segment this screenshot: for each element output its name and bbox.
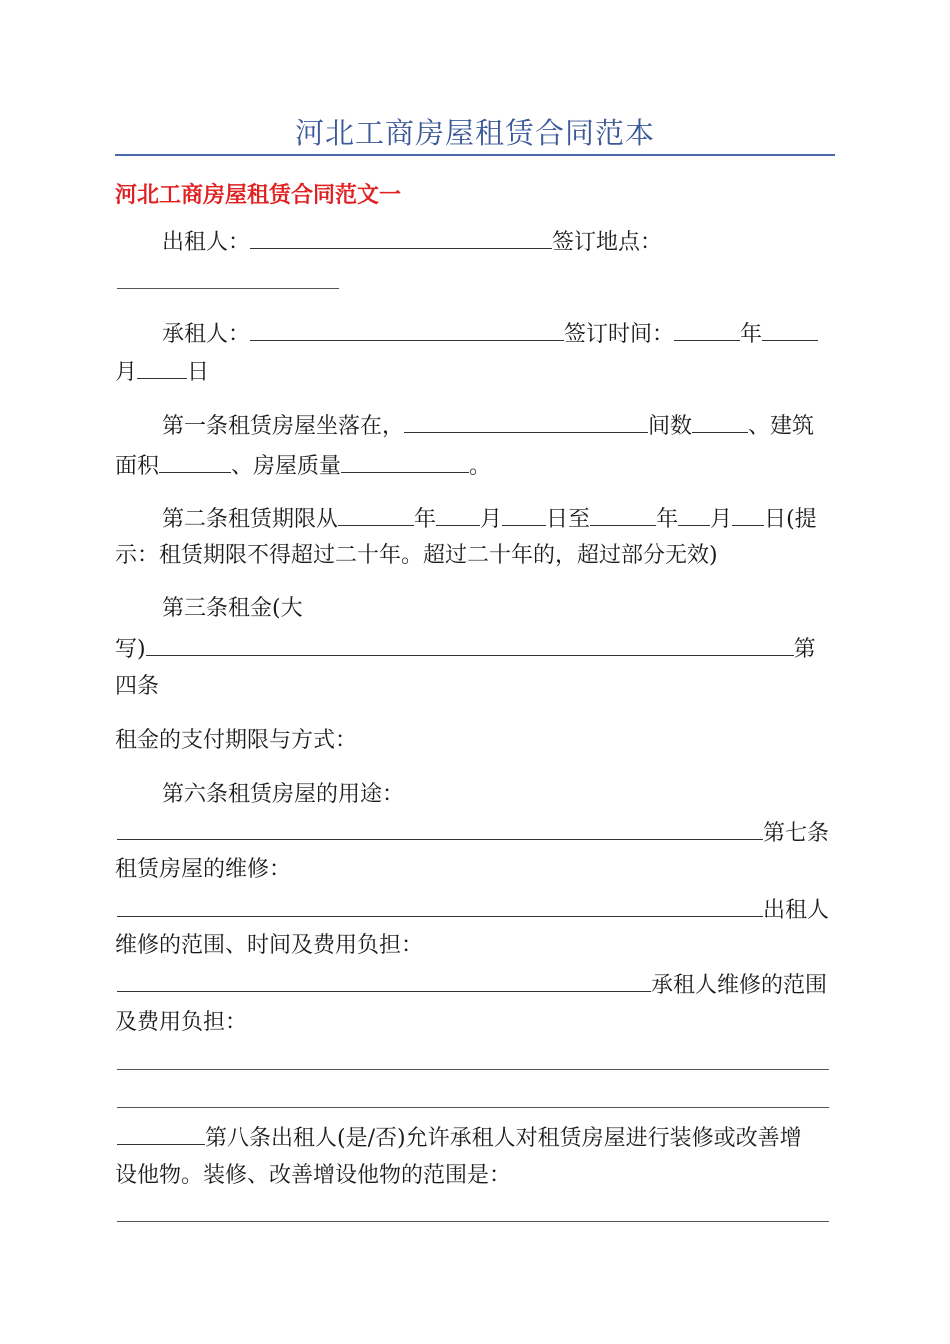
end-year-blank [590, 503, 656, 526]
location-blank [404, 410, 648, 433]
sign-time-label: 签订时间： [564, 322, 675, 347]
article-1-line-1 [162, 410, 814, 442]
article-3-line-2 [115, 633, 816, 665]
quality-blank [341, 450, 469, 473]
repair-blank [117, 894, 763, 917]
article-8-lead-blank [117, 1122, 205, 1145]
article-4-label: 四条 [115, 674, 160, 699]
title-underline [115, 154, 835, 156]
end-month-label: 月 [710, 507, 733, 532]
lessee-repair-label: 承租人维修的范围 [651, 973, 828, 998]
article-1-line-2 [115, 450, 491, 482]
area-blank [159, 450, 231, 473]
sign-day-blank [137, 356, 187, 379]
sign-time-line-2 [115, 356, 209, 388]
rooms-label: 间数 [648, 414, 693, 439]
quality-label: 、房屋质量 [231, 454, 342, 479]
article-8-line-1 [117, 1122, 802, 1154]
start-month-label: 月 [480, 507, 503, 532]
start-day-blank [502, 503, 546, 526]
year-label: 年 [740, 322, 763, 347]
lessee-label: 承租人： [162, 322, 251, 347]
renovation-scope-blank [117, 1221, 829, 1222]
lessee-repair-cost: 及费用负担： [115, 1010, 248, 1035]
article-7-line-1 [117, 817, 829, 849]
lessee-line [162, 318, 818, 350]
document-title: 河北工商房屋租赁合同范本 [294, 116, 655, 150]
lessor-label: 出租人： [162, 230, 251, 255]
rooms-blank [692, 410, 748, 433]
article-7-text: 租赁房屋的维修： [115, 857, 292, 882]
article-1-text: 第一条租赁房屋坐落在， [162, 414, 405, 439]
day-label: 日 [187, 360, 210, 385]
blank-rule-2 [117, 1107, 829, 1108]
start-year-blank [338, 503, 414, 526]
lessor-repair-label: 出租人 [763, 898, 830, 923]
tip-label: 日(提 [764, 507, 817, 532]
start-month-blank [436, 503, 480, 526]
lessor-repair-scope: 维修的范围、时间及费用负担： [115, 933, 424, 958]
article-2-text: 第二条租赁期限从 [162, 507, 339, 532]
article-3-line-1: 第三条租金(大 [162, 596, 303, 621]
article-8-text: 第八条出租人(是/否)允许承租人对租赁房屋进行装修或改善增 [205, 1126, 802, 1151]
end-day-blank [732, 503, 764, 526]
sign-place-label: 签订地点： [552, 230, 663, 255]
article-7-line-3 [117, 894, 829, 926]
lessor-blank [250, 226, 552, 249]
article-7-prefix: 第七条 [763, 821, 830, 846]
section-heading: 河北工商房屋租赁合同范文一 [115, 183, 402, 208]
blank-rule-1 [117, 1069, 829, 1070]
period-mark: 。 [469, 454, 492, 479]
article-3-continuation: 写) [115, 637, 146, 662]
end-month-blank [678, 503, 710, 526]
to-label: 日至 [546, 507, 591, 532]
lessor-repair-blank [117, 969, 651, 992]
rent-amount-blank [146, 633, 794, 656]
article-2-line-1 [162, 503, 817, 535]
article-2-note: 示：租赁期限不得超过二十年。超过二十年的，超过部分无效) [115, 543, 718, 568]
article-4-text: 租金的支付期限与方式： [115, 728, 358, 753]
article-4-prefix: 第 [793, 637, 816, 662]
lessor-line [162, 226, 662, 258]
article-6-text: 第六条租赁房屋的用途： [162, 782, 405, 807]
end-year-label: 年 [656, 507, 679, 532]
article-8-line-2: 设他物。装修、改善增设他物的范围是： [115, 1163, 512, 1188]
building-label: 、建筑 [748, 414, 815, 439]
lessee-blank [250, 318, 564, 341]
sign-year-blank [674, 318, 740, 341]
area-label: 面积 [115, 454, 160, 479]
sign-month-blank [762, 318, 818, 341]
start-year-label: 年 [414, 507, 437, 532]
article-7-line-5 [117, 969, 827, 1001]
sign-place-blank [117, 288, 339, 289]
usage-blank [117, 817, 763, 840]
month-label: 月 [115, 360, 138, 385]
